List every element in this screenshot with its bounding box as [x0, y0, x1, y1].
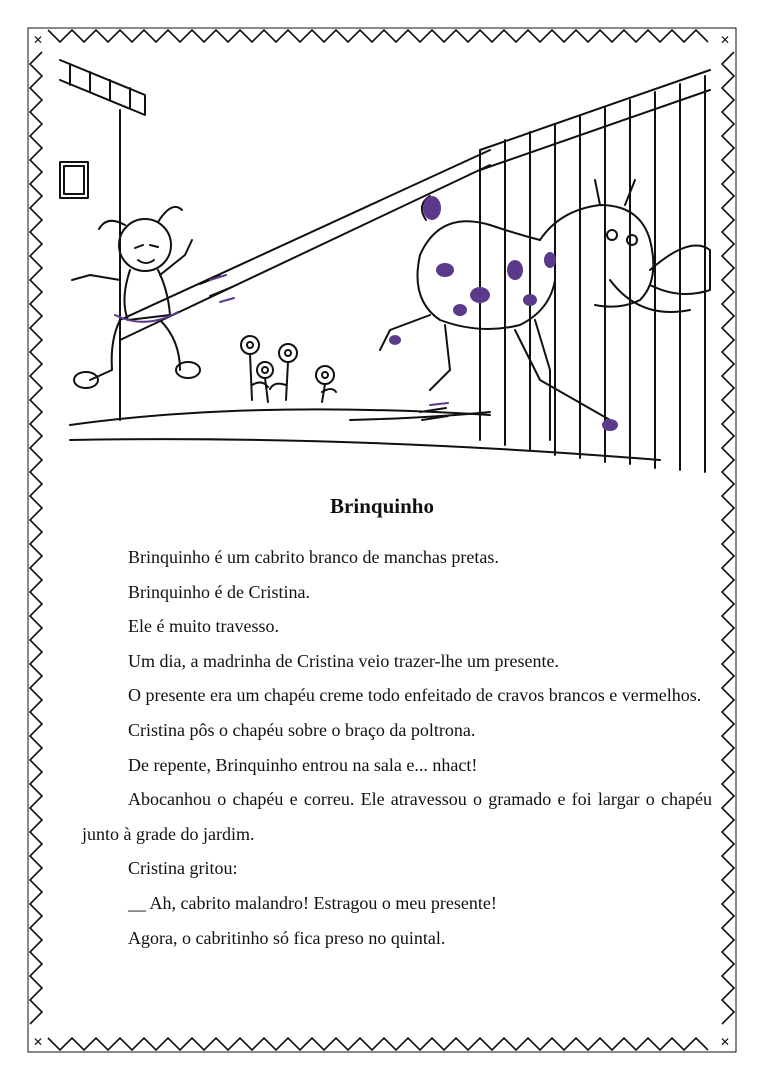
paragraph: Agora, o cabritinho só fica preso no quintal. — [128, 927, 446, 948]
girl-figure — [72, 207, 200, 388]
goat-spots — [389, 196, 618, 431]
house — [60, 60, 145, 420]
flowers — [241, 336, 336, 402]
corner-ornament-tl: ✕ — [33, 33, 44, 47]
corner-ornament-tr: ✕ — [720, 33, 731, 47]
paragraph: Brinquinho é um cabrito branco de manchas pretas. — [128, 547, 499, 567]
paragraph: __ Ah, cabrito malandro! Estragou o meu presente! — [128, 892, 497, 913]
paragraph: Brinquinho é de Cristina. — [128, 581, 310, 602]
story-illustration — [50, 40, 720, 480]
paragraph: Cristina gritou: — [128, 858, 238, 879]
corner-ornament-br: ✕ — [720, 1035, 731, 1049]
story-title: Brinquinho — [330, 494, 434, 518]
paragraph: De repente, Brinquinho entrou na sala e... nhact! — [128, 754, 478, 775]
paragraph: Um dia, a madrinha de Cristina veio trazer-lhe um presente. — [128, 650, 559, 671]
paragraph: Ele é muito travesso. — [128, 616, 279, 637]
corner-ornament-bl: ✕ — [33, 1035, 44, 1049]
paragraph: O presente era um chapéu creme todo enfeitado de cravos brancos e vermelhos. — [128, 685, 702, 706]
paragraph: Cristina pôs o chapéu sobre o braço da poltrona. — [128, 719, 476, 740]
paragraph: Abocanhou o chapéu e correu. Ele atravessou o gramado e foi largar o chapéu junto à grade do jardim. — [82, 789, 712, 844]
story-body — [82, 540, 712, 955]
ground — [70, 409, 660, 460]
grass-marks — [210, 275, 448, 405]
garden-wall — [120, 150, 490, 420]
